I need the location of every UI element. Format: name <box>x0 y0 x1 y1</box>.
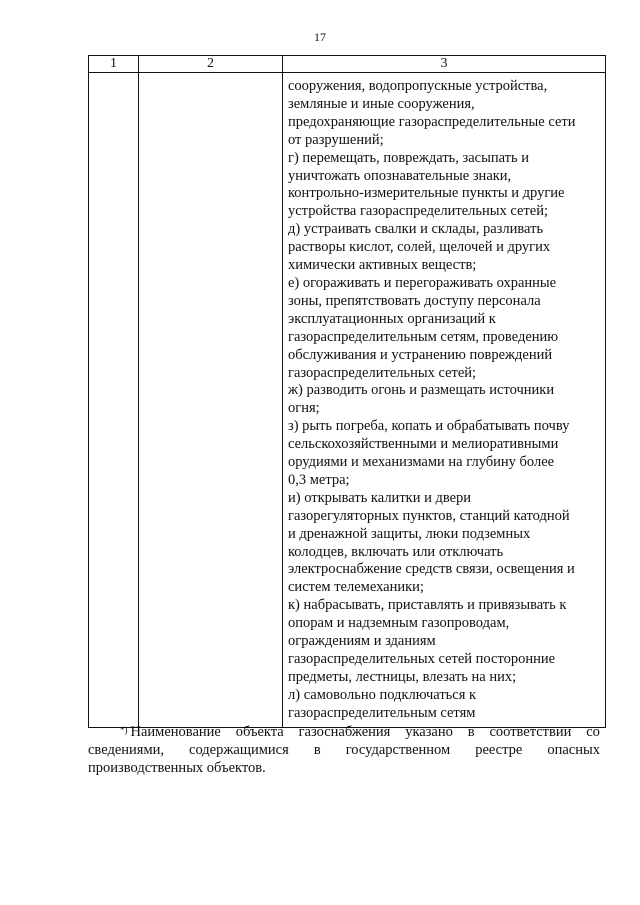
text-line: обслуживания и устранению повреждений <box>288 346 553 363</box>
table-cell-col2 <box>139 73 283 728</box>
text-line: з) рыть погреба, копать и обрабатывать почву <box>288 418 570 435</box>
footnote-line-1 <box>88 723 600 741</box>
footnote-line-3: производственных объектов. <box>88 760 266 776</box>
text-line: ж) разводить огонь и размещать источники <box>288 382 555 399</box>
text-line: газорегуляторных пунктов, станций катодной <box>288 507 570 524</box>
text-line: колодцев, включать или отключать <box>288 543 504 560</box>
footnote-word: указано <box>405 724 453 740</box>
text-line: 0,3 метра; <box>288 471 350 488</box>
text-line: уничтожать опознавательные знаки, <box>288 167 512 184</box>
text-line: электроснабжение средств связи, освещения и <box>288 561 575 578</box>
text-line: газораспределительным сетям, проведению <box>288 328 559 345</box>
column-header-1: 1 <box>89 56 139 73</box>
text-line: зоны, препятствовать доступу персонала <box>288 292 541 309</box>
text-line: к) набрасывать, приставлять и привязывать к <box>288 597 567 614</box>
text-line: и) открывать калитки и двери <box>288 489 472 506</box>
prohibitions-text <box>283 73 605 727</box>
text-line: опорам и надземным газопроводам, <box>288 615 510 632</box>
column-header-3: 3 <box>283 56 606 73</box>
text-line: газораспределительным сетям <box>288 704 476 721</box>
text-line: предохраняющие газораспределительные сети <box>288 113 576 130</box>
text-line: устройства газораспределительных сетей; <box>288 203 549 220</box>
footnote-word: государственном <box>345 742 451 758</box>
footnote-line-2 <box>88 741 600 759</box>
table-cell-col1 <box>89 73 139 728</box>
footnote-word: Наименование <box>130 724 221 740</box>
text-line: е) огораживать и перегораживать охранные <box>288 274 557 291</box>
footnote-word: объекта <box>235 724 284 740</box>
footnote-first-word-group <box>120 723 221 741</box>
footnote-word: газоснабжения <box>298 724 391 740</box>
text-line: систем телемеханики; <box>288 579 424 596</box>
footnote-word: соответствии <box>489 724 572 740</box>
column-header-2: 2 <box>139 56 283 73</box>
text-line: эксплуатационных организаций к <box>288 310 496 327</box>
text-line: орудиями и механизмами на глубину более <box>288 454 555 471</box>
table-cell-col3 <box>283 73 606 728</box>
document-table <box>88 55 606 728</box>
text-line: контрольно-измерительные пункты и другие <box>288 185 565 202</box>
text-line: предметы, лестницы, влезать на них; <box>288 668 517 685</box>
text-line: газораспределительных сетей; <box>288 364 477 381</box>
footnote-word: со <box>586 724 600 740</box>
text-line: земляные и иные сооружения, <box>288 95 475 112</box>
text-line: газораспределительных сетей посторонние <box>288 651 556 667</box>
table-row <box>89 73 606 728</box>
footnote-word: сведениями, <box>88 742 165 758</box>
text-line: сооружения, водопропускные устройства, <box>288 78 548 94</box>
text-line: г) перемещать, повреждать, засыпать и <box>288 149 530 166</box>
text-line: и дренажной защиты, люки подземных <box>288 525 531 542</box>
footnote-word: содержащимися <box>189 742 289 758</box>
page-number: 17 <box>314 30 326 44</box>
text-line: растворы кислот, солей, щелочей и других <box>288 239 551 256</box>
footnote-word: реестре <box>475 742 523 758</box>
footnote <box>88 723 600 777</box>
text-line: л) самовольно подключаться к <box>288 686 477 703</box>
footnote-mark: *) <box>120 725 128 735</box>
footnote-word: в <box>313 742 321 758</box>
footnote-word: опасных <box>547 742 600 758</box>
text-line: д) устраивать свалки и склады, разливать <box>288 221 544 238</box>
text-line: огня; <box>288 400 320 417</box>
footnote-word: в <box>467 724 475 740</box>
text-line: ограждениям и зданиям <box>288 633 436 650</box>
text-line: от разрушений; <box>288 131 384 148</box>
text-line: химически активных веществ; <box>288 257 477 274</box>
table-header-row <box>89 56 606 73</box>
text-line: сельскохозяйственными и мелиоративными <box>288 436 559 453</box>
